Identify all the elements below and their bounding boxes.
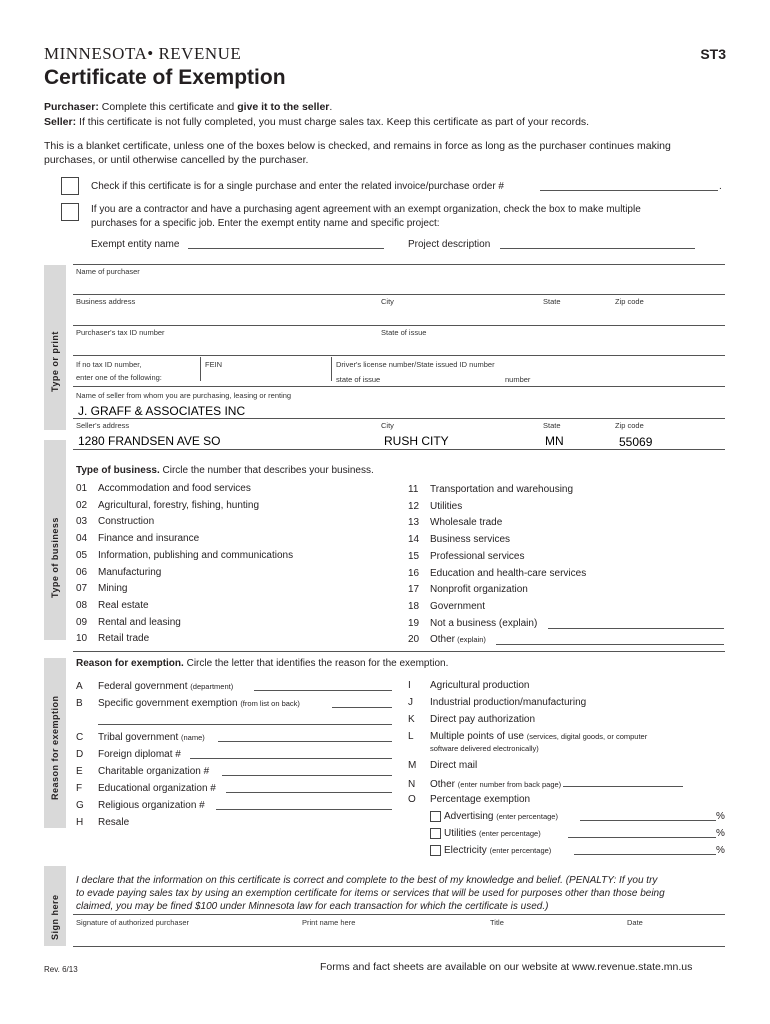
pct-advertising[interactable]: Advertising (enter percentage) % — [408, 811, 728, 828]
business-item-number: 14 — [408, 534, 420, 546]
business-item-03[interactable] — [76, 514, 396, 531]
name-of-purchaser-field[interactable] — [73, 294, 725, 295]
seller-label: Seller: — [44, 116, 77, 128]
reason-j[interactable]: J Industrial production/manufacturing — [408, 697, 587, 708]
business-item-label: Construction — [98, 516, 155, 528]
no-tax-id-label1: If no tax ID number, — [76, 360, 142, 369]
reason-n[interactable]: N Other (enter number from back page) — [408, 777, 728, 794]
purchaser-text-c: . — [329, 101, 333, 113]
exempt-entity-label: Exempt entity name — [91, 239, 180, 250]
business-item-number: 20 — [408, 634, 420, 646]
reason-o[interactable]: O Percentage exemption — [408, 794, 531, 805]
business-address-field[interactable] — [73, 325, 725, 326]
reason-l[interactable]: L Multiple points of use (services, digital goods, or computer — [408, 731, 648, 742]
business-item-07[interactable] — [76, 581, 396, 598]
name-of-purchaser-label: Name of purchaser — [76, 267, 140, 276]
dl-number-label: number — [505, 375, 531, 384]
business-item-label: Real estate — [98, 599, 149, 611]
revision-date: Rev. 6/13 — [44, 965, 78, 974]
seller-zip-label: Zip code — [615, 421, 644, 430]
business-item-number: 11 — [408, 484, 419, 495]
business-item-14[interactable] — [408, 532, 728, 549]
business-item-01[interactable] — [76, 481, 396, 498]
reason-g[interactable]: G Religious organization # — [76, 800, 406, 817]
seller-text: If this certificate is not fully completed, you must charge sales tax. Keep this certificate as part of your records. — [79, 116, 590, 128]
invoice-number-field[interactable] — [540, 190, 718, 191]
business-list-left — [76, 481, 396, 648]
business-item-number: 13 — [408, 517, 420, 529]
reason-heading-bold: Reason for exemption. — [76, 658, 184, 669]
business-item-02[interactable] — [76, 498, 396, 515]
seller-state-value[interactable]: MN — [545, 434, 564, 448]
business-item-number: 01 — [76, 483, 88, 494]
no-tax-id-label2: enter one of the following: — [76, 373, 162, 382]
tax-id-label: Purchaser's tax ID number — [76, 328, 165, 337]
explain-field[interactable] — [548, 619, 724, 629]
date-label: Date — [627, 918, 643, 927]
business-item-10[interactable] — [76, 631, 396, 648]
title-label: Title — [490, 918, 504, 927]
single-purchase-label: Check if this certificate is for a single purchase and enter the related invoice/purchase order # — [91, 181, 504, 192]
purchaser-instruction — [44, 101, 332, 113]
seller-name-value[interactable]: J. GRAFF & ASSOCIATES INC — [78, 404, 246, 418]
business-item-label: Wholesale trade — [430, 517, 503, 529]
business-item-number: 15 — [408, 550, 420, 562]
type-or-print-label: Type or print — [50, 331, 60, 392]
purchaser-text-b: give it to the seller — [237, 101, 330, 113]
business-item-20[interactable] — [408, 632, 728, 649]
reason-heading — [76, 658, 448, 669]
reason-left-col — [76, 681, 406, 834]
business-item-number: 06 — [76, 566, 88, 578]
reason-heading-rest: Circle the letter that identifies the reason for the exemption. — [183, 658, 449, 669]
business-item-04[interactable] — [76, 531, 396, 548]
business-item-number: 16 — [408, 567, 420, 579]
business-item-label: Manufacturing — [98, 566, 162, 578]
business-item-09[interactable] — [76, 615, 396, 632]
business-item-label: Mining — [98, 583, 128, 595]
city-label: City — [381, 297, 394, 306]
business-address-label: Business address — [76, 297, 136, 306]
purchaser-label: Purchaser: — [44, 101, 99, 113]
reason-a[interactable]: A Federal government (department) — [76, 681, 406, 698]
blanket-line1: This is a blanket certificate, unless one of the boxes below is checked, and remains in force as long as the purchaser continues making — [44, 140, 671, 152]
business-item-12[interactable] — [408, 499, 728, 516]
reason-k[interactable]: K Direct pay authorization — [408, 714, 536, 725]
business-item-label: Other — [430, 634, 456, 646]
business-item-number: 10 — [76, 633, 88, 645]
reason-e[interactable]: E Charitable organization # — [76, 766, 406, 783]
reason-d[interactable]: D Foreign diplomat # — [76, 749, 406, 766]
signature-field[interactable] — [73, 946, 725, 947]
pct-electricity[interactable]: Electricity (enter percentage) % — [408, 845, 728, 862]
reason-f[interactable]: F Educational organization # — [76, 783, 406, 800]
business-item-19[interactable] — [408, 616, 728, 633]
seller-city-value[interactable]: RUSH CITY — [384, 434, 449, 448]
seller-state-label: State — [543, 421, 561, 430]
project-field[interactable] — [500, 248, 695, 249]
business-item-number: 08 — [76, 599, 88, 611]
business-item-label: Not a business (explain) — [430, 617, 538, 629]
tax-id-field[interactable] — [73, 355, 725, 356]
seller-city-label: City — [381, 421, 394, 430]
fein-label: FEIN — [205, 360, 223, 369]
purchaser-text-a: Complete this certificate and — [101, 101, 238, 113]
seller-zip-value[interactable]: 55069 — [619, 435, 653, 449]
business-item-11[interactable] — [408, 482, 728, 499]
agency-name: MINNESOTA• REVENUE — [44, 44, 242, 63]
reason-i[interactable]: I Agricultural production — [408, 680, 530, 691]
seller-address-value[interactable]: 1280 FRANDSEN AVE SO — [78, 434, 221, 448]
reason-m[interactable]: M Direct mail — [408, 760, 478, 771]
business-item-label: Rental and leasing — [98, 616, 181, 628]
business-item-number: 02 — [76, 499, 88, 511]
explain-field[interactable] — [496, 635, 724, 645]
reason-h[interactable]: H Resale — [76, 817, 130, 828]
declaration: I declare that the information on this certificate is correct and complete to the best of my knowledge and belief. (PENALTY: If you try to evade paying sales tax by using an exemption certificate for items or services that will be used for purposes other than those being claimed, you may be fined $100 under Minnesota law for each transaction for which the certificate is used.) — [76, 875, 665, 912]
business-item-08[interactable] — [76, 598, 396, 615]
dl-state-label: state of issue — [336, 375, 381, 384]
sign-here-label: Sign here — [50, 894, 60, 940]
electricity-checkbox[interactable] — [430, 845, 441, 856]
business-item-number: 18 — [408, 600, 420, 612]
state-label: State — [543, 297, 561, 306]
type-of-business-label: Type of business — [50, 517, 60, 598]
seller-name-label: Name of seller from whom you are purchasing, leasing or renting — [76, 391, 292, 400]
reason-right-col — [408, 680, 728, 862]
business-item-label: Education and health-care services — [430, 567, 587, 579]
business-heading-rest: Circle the number that describes your business. — [159, 465, 374, 476]
business-item-number: 07 — [76, 583, 88, 595]
project-label: Project description — [408, 239, 491, 250]
business-item-number: 03 — [76, 516, 88, 528]
print-name-label: Print name here — [302, 918, 356, 927]
page-title: Certificate of Exemption — [44, 66, 286, 89]
reason-b[interactable]: B Specific government exemption (from list on back) — [76, 698, 406, 715]
business-item-number: 04 — [76, 533, 88, 545]
business-item-number: 19 — [408, 617, 420, 629]
zip-label: Zip code — [615, 297, 644, 306]
business-item-16[interactable] — [408, 566, 728, 583]
contractor-checkbox[interactable] — [61, 203, 79, 221]
business-item-18[interactable] — [408, 599, 728, 616]
business-item-label: Finance and insurance — [98, 533, 200, 545]
business-item-label: Utilities — [430, 500, 463, 512]
business-item-number: 09 — [76, 616, 88, 628]
form-code: ST3 — [700, 46, 726, 62]
blanket-line2: purchases, or until otherwise cancelled by the purchaser. — [44, 154, 309, 166]
seller-address-label: Seller's address — [76, 421, 130, 430]
signature-label: Signature of authorized purchaser — [76, 918, 189, 927]
business-item-label: Government — [430, 600, 486, 612]
pct-utilities[interactable]: Utilities (enter percentage) % — [408, 828, 728, 845]
seller-instruction — [44, 116, 589, 128]
business-item-06[interactable] — [76, 565, 396, 582]
business-item-13[interactable] — [408, 515, 728, 532]
contractor-line2: purchases for a specific job. Enter the exempt entity name and specific project: — [91, 218, 440, 229]
business-item-label: Information, publishing and communications — [98, 549, 294, 561]
business-item-05[interactable] — [76, 548, 396, 565]
business-item-number: 17 — [408, 584, 420, 596]
reason-l-note2: software delivered electronically) — [430, 744, 539, 753]
business-heading-bold: Type of business. — [76, 465, 160, 476]
business-list-right — [408, 482, 728, 649]
exempt-entity-field[interactable] — [188, 248, 384, 249]
business-item-label: Transportation and warehousing — [430, 484, 574, 495]
business-item-label: Professional services — [430, 550, 525, 562]
contractor-line1: If you are a contractor and have a purchasing agent agreement with an exempt organization, check the box to make multiple — [91, 204, 641, 215]
business-item-number: 05 — [76, 549, 88, 561]
utilities-checkbox[interactable] — [430, 828, 441, 839]
business-item-15[interactable] — [408, 549, 728, 566]
reason-c[interactable]: C Tribal government (name) — [76, 732, 406, 749]
single-purchase-checkbox[interactable] — [61, 177, 79, 195]
website-note: Forms and fact sheets are available on our website at www.revenue.state.mn.us — [320, 961, 693, 973]
business-item-label: Retail trade — [98, 633, 150, 645]
business-item-17[interactable] — [408, 582, 728, 599]
state-of-issue-label: State of issue — [381, 328, 427, 337]
business-item-label: Business services — [430, 534, 511, 546]
reason-label: Reason for exemption — [50, 695, 60, 800]
drivers-license-label: Driver's license number/State issued ID number — [336, 360, 495, 369]
business-item-label: Nonprofit organization — [430, 584, 528, 596]
business-item-number: 12 — [408, 500, 420, 512]
advertising-checkbox[interactable] — [430, 811, 441, 822]
business-heading — [76, 465, 374, 476]
business-item-note: (explain) — [455, 635, 486, 645]
business-item-label: Accommodation and food services — [98, 483, 251, 494]
business-item-label: Agricultural, forestry, fishing, hunting — [98, 499, 260, 511]
